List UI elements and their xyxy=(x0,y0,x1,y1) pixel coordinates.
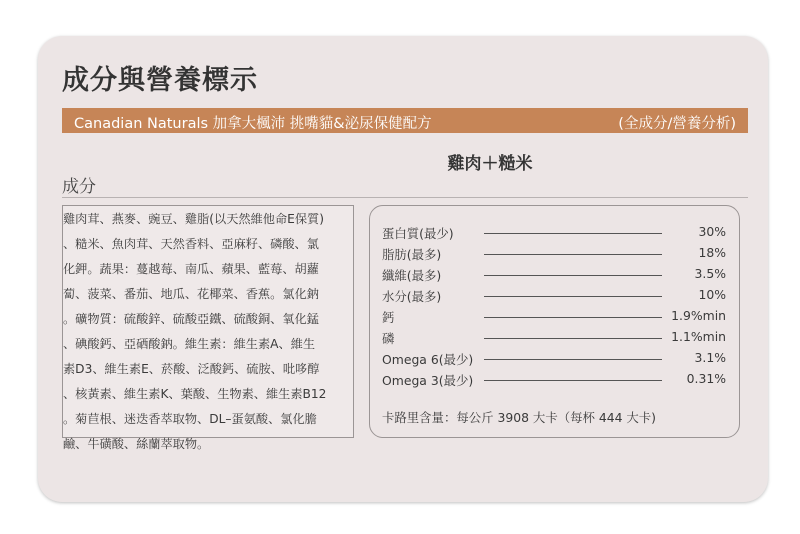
nutrition-row xyxy=(382,329,730,349)
ingredient-line: 鹼、牛磺酸、絲蘭萃取物。 xyxy=(63,437,210,451)
leader-line xyxy=(484,233,662,234)
ingredient-line: 蔔、菠菜、番茄、地瓜、花椰菜、香蕉。氯化鈉 xyxy=(63,287,319,301)
ingredients-box xyxy=(62,205,354,451)
product-band xyxy=(62,108,748,133)
nutrient-label: Omega 6(最少) xyxy=(382,352,474,367)
nutrient-label: 水分(最多) xyxy=(382,289,442,304)
ingredient-line: 素D3、維生素E、菸酸、泛酸鈣、硫胺、吡哆醇 xyxy=(63,362,320,376)
ingredient-line: 。菊苣根、迷迭香萃取物、DL–蛋氨酸、氯化膽 xyxy=(63,412,317,426)
nutrient-label: 纖維(最多) xyxy=(382,268,442,283)
ingredient-line: 雞肉茸、燕麥、豌豆、雞脂(以天然維他命E保質) xyxy=(63,212,324,226)
leader-line xyxy=(484,338,662,339)
leader-line xyxy=(484,380,662,381)
nutrition-row xyxy=(382,350,730,370)
leader-line xyxy=(484,359,662,360)
nutrient-value: 18% xyxy=(698,245,726,260)
nutrient-value: 3.5% xyxy=(694,266,726,281)
ingredient-line: 、核黃素、維生素K、葉酸、生物素、維生素B12 xyxy=(63,387,327,401)
leader-line xyxy=(484,317,662,318)
flavor-title: 雞肉＋糙米 xyxy=(447,154,533,174)
nutrient-value: 3.1% xyxy=(694,350,726,365)
leader-line xyxy=(484,254,662,255)
ingredient-line: 、糙米、魚肉茸、天然香料、亞麻籽、磷酸、氯 xyxy=(63,237,319,251)
nutrition-row xyxy=(382,371,730,391)
nutrient-value: 30% xyxy=(698,224,726,239)
nutrient-value: 1.1%min xyxy=(671,329,726,344)
ingredient-line: 化鉀。蔬果：蔓越莓、南瓜、蘋果、藍莓、胡蘿 xyxy=(63,262,319,276)
nutrition-row xyxy=(382,266,730,286)
divider xyxy=(62,197,748,198)
nutrition-row xyxy=(382,245,730,265)
nutrient-label: Omega 3(最少) xyxy=(382,373,474,388)
ingredient-line: 。礦物質：硫酸鋅、硫酸亞鐵、硫酸銅、氧化錳 xyxy=(63,312,319,326)
page-title: 成分與營養標示 xyxy=(62,65,258,96)
nutrition-row xyxy=(382,224,730,244)
ingredients-heading: 成分 xyxy=(62,177,96,197)
leader-line xyxy=(484,275,662,276)
analysis-tag: (全成分/營養分析) xyxy=(618,116,736,132)
nutrient-label: 脂肪(最多) xyxy=(382,247,442,262)
nutrition-row xyxy=(382,308,730,328)
calorie-content: 卡路里含量：每公斤 3908 大卡（每杯 444 大卡) xyxy=(382,410,657,425)
product-name: Canadian Naturals 加拿大楓沛 挑嘴貓&泌尿保健配方 xyxy=(74,116,432,132)
leader-line xyxy=(484,296,662,297)
ingredient-line: 、碘酸鈣、亞硒酸鈉。維生素：維生素A、維生 xyxy=(63,337,316,351)
nutrient-value: 0.31% xyxy=(686,371,726,386)
nutrient-label: 蛋白質(最少) xyxy=(382,226,454,241)
nutrient-value: 1.9%min xyxy=(671,308,726,323)
nutrient-value: 10% xyxy=(698,287,726,302)
nutrition-box xyxy=(369,205,740,438)
nutrition-row xyxy=(382,287,730,307)
nutrient-label: 鈣 xyxy=(382,310,395,325)
nutrient-label: 磷 xyxy=(382,331,395,346)
